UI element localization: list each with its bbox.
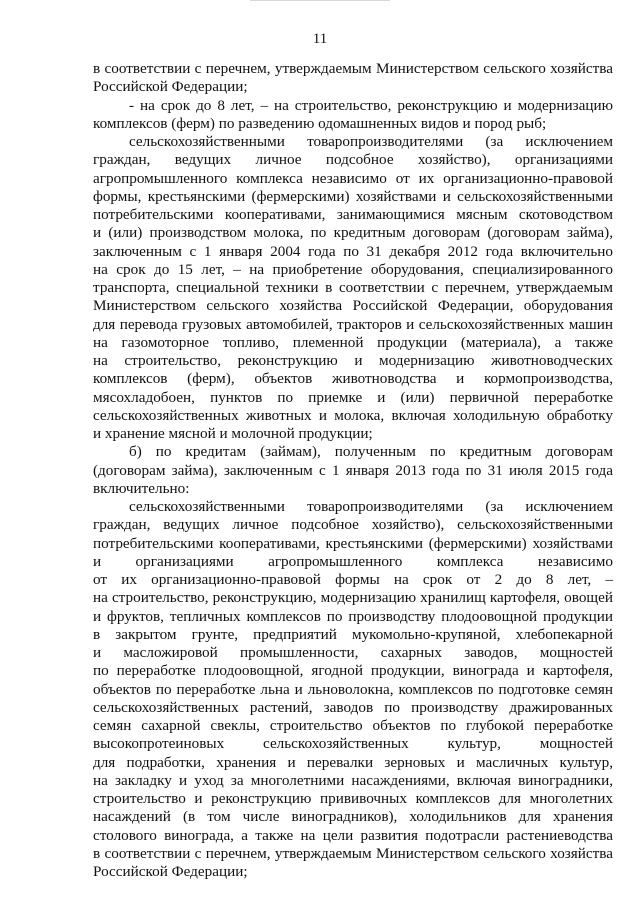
text-line: транспорта, специальной техники в соответствии с перечнем, утверждаемым xyxy=(93,279,613,296)
text-line: - на срок до 8 лет, – на строительство, реконструкцию и модернизацию xyxy=(129,96,613,114)
text-line: от их организационно-правовой формы на срок от 2 до 8 лет, – xyxy=(93,571,613,588)
text-line: по переработке плодоовощной, ягодной продукции, винограда и картофеля, xyxy=(93,662,613,680)
text-line: б) по кредитам (займам), полученным по кредитным договорам xyxy=(129,443,613,461)
text-line: потребительскими кооперативами, занимающимися мясным скотоводством xyxy=(93,206,613,223)
text-line: на строительство, реконструкцию, модернизацию хранилищ картофеля, овощей xyxy=(93,589,613,607)
text-line: Российской Федерации; xyxy=(93,78,248,96)
text-line: и (или) производством молока, по кредитным договорам (договорам займа), xyxy=(93,224,613,242)
text-line: граждан, ведущих личное подсобное хозяйство), организациями xyxy=(93,151,613,169)
text-line: на строительство, реконструкцию и модернизацию животноводческих xyxy=(93,352,613,369)
text-line: и хранение мясной и молочной продукции; xyxy=(93,425,373,442)
text-line: высокопротеиновых сельскохозяйственных культур, мощностей xyxy=(93,735,613,753)
text-line: на закладку и уход за многолетними насаждениями, включая виноградники, xyxy=(93,771,613,789)
text-line: семян сахарной свеклы, строительство объектов по глубокой переработке xyxy=(93,717,613,734)
text-line: потребительскими кооперативами, крестьянскими (фермерскими) хозяйствами xyxy=(93,534,613,552)
text-line: на газомоторное топливо, племенной продукции (материала), а также xyxy=(93,333,613,351)
text-line: объектов по переработке льна и льноволокна, комплексов по подготовке семян xyxy=(93,680,613,698)
text-line: комплексов (ферм), объектов животноводства и кормопроизводства, xyxy=(93,370,613,388)
text-line: агропромышленного комплекса независимо от их организационно-правовой xyxy=(93,169,613,187)
text-line: в закрытом грунте, предприятий мукомольно-крупяной, хлебопекарной xyxy=(93,625,613,643)
text-line: сельскохозяйственных растений, заводов по производству дражированных xyxy=(93,698,613,716)
page-number: 11 xyxy=(312,31,328,47)
text-line: насаждений (в том числе виноградников), холодильников для хранения xyxy=(93,808,613,826)
text-line: Министерством сельского хозяйства Российской Федерации, оборудования xyxy=(93,297,613,315)
text-line: Российской Федерации; xyxy=(93,863,248,880)
text-line: комплексов (ферм) по разведению одомашненных видов и пород рыб; xyxy=(93,114,547,132)
text-line: строительство и реконструкцию прививочных комплексов для многолетних xyxy=(93,790,613,807)
text-line: столового винограда, а также на цели развития подотрасли растениеводства xyxy=(93,826,613,844)
text-line: для перевода грузовых автомобилей, тракторов и сельскохозяйственных машин xyxy=(93,315,613,333)
text-line: включительно: xyxy=(93,479,190,497)
scan-edge-line xyxy=(250,0,390,1)
text-line: (договорам займа), заключенным с 1 января 2013 года по 31 июля 2015 года xyxy=(93,461,613,479)
text-line: на срок до 15 лет, – на приобретение оборудования, специализированного xyxy=(93,260,613,278)
text-line: формы, крестьянскими (фермерскими) хозяйствами и сельскохозяйственными xyxy=(93,187,613,205)
text-line: заключенным с 1 января 2004 года по 31 декабря 2012 года включительно xyxy=(93,242,613,260)
text-line: сельскохозяйственными товаропроизводителями (за исключением xyxy=(129,498,613,515)
text-line: в соответствии с перечнем, утверждаемым Министерством сельского хозяйства xyxy=(93,60,613,77)
text-line: граждан, ведущих личное подсобное хозяйство), сельскохозяйственными xyxy=(93,516,613,534)
text-line: в соответствии с перечнем, утверждаемым Министерством сельского хозяйства xyxy=(93,844,613,862)
text-line: сельскохозяйственных животных и молока, включая холодильную обработку xyxy=(93,406,613,424)
text-line: и фруктов, тепличных комплексов по производству плодоовощной продукции xyxy=(93,607,613,625)
text-line: для подработки, хранения и перевалки зерновых и масличных культур, xyxy=(93,753,613,771)
document-body xyxy=(93,60,613,881)
text-line: и масложировой промышленности, сахарных заводов, мощностей xyxy=(93,644,613,661)
text-line: мясохладобоен, пунктов по приемке и (или) первичной переработке xyxy=(93,388,613,406)
text-line: сельскохозяйственными товаропроизводителями (за исключением xyxy=(129,133,613,150)
text-line: и организациями агропромышленного комплекса независимо xyxy=(93,552,613,570)
